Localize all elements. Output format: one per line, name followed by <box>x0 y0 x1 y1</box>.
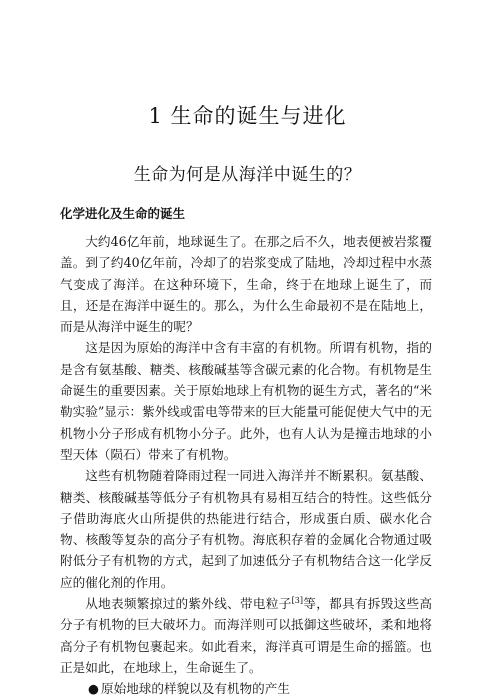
paragraph: 大约46亿年前，地球诞生了。在那之后不久，地表便被岩浆覆盖。到了约40亿年前，冷却了的岩浆变成了陆地，冷却过程中水蒸气变成了海洋。在这种环境下，生命，终于在地球上诞生了，而且，还是在海洋中诞生的。那么，为什么生命最初不是在陆地上，而是从海洋中诞生的呢？ <box>60 234 432 335</box>
paragraph: 这是因为原始的海洋中含有丰富的有机物。所谓有机物，指的是含有氨基酸、糖类、核酸碱基等含碳元素的化合物。有机物是生命诞生的重要因素。关于原始地球上有机物的诞生方式，著名的“米勒实验”显示：紫外线或雷电等带来的巨大能量可能促使大气中的无机物小分子形成有机物小分子。此外，也有人认为是撞击地球的小型天体（陨石）带来了有机物。 <box>60 340 432 462</box>
footnote-reference[interactable]: [3] <box>291 595 303 605</box>
chapter-title: 1 生命的诞生与进化 <box>148 104 347 128</box>
subsection-title: 化学进化及生命的诞生 <box>60 206 186 221</box>
bullet-text: 原始地球的样貌以及有机物的产生 <box>101 681 290 697</box>
paragraph <box>60 593 432 678</box>
section-title: 生命为何是从海洋中诞生的？ <box>133 165 362 185</box>
paragraph: 这些有机物随着降雨过程一同进入海洋并不断累积。氨基酸、糖类、核酸碱基等低分子有机物具有易相互结合的特性。这些低分子借助海底火山所提供的热能进行结合，形成蛋白质、碳水化合物、核酸等复杂的高分子有机物。海底积存着的金属化合物通过吸附低分子有机物的方式，起到了加速低分子有机物结合这一化学反应的催化剂的作用。 <box>60 468 432 590</box>
bullet-heading <box>60 678 432 699</box>
paragraph-text: 等，都具有拆毁这些高分子有机物的巨大破坏力。而海洋则可以抵御这些破坏，柔和地将高分子有机物包裹起来。如此看来，海洋真可谓是生命的摇篮。也正是如此，在地球上，生命诞生了。 <box>60 596 433 675</box>
paragraph-text: 从地表频繁掠过的紫外线、带电粒子 <box>85 596 292 612</box>
body-text <box>60 231 432 700</box>
bullet-icon: ● <box>88 681 99 697</box>
